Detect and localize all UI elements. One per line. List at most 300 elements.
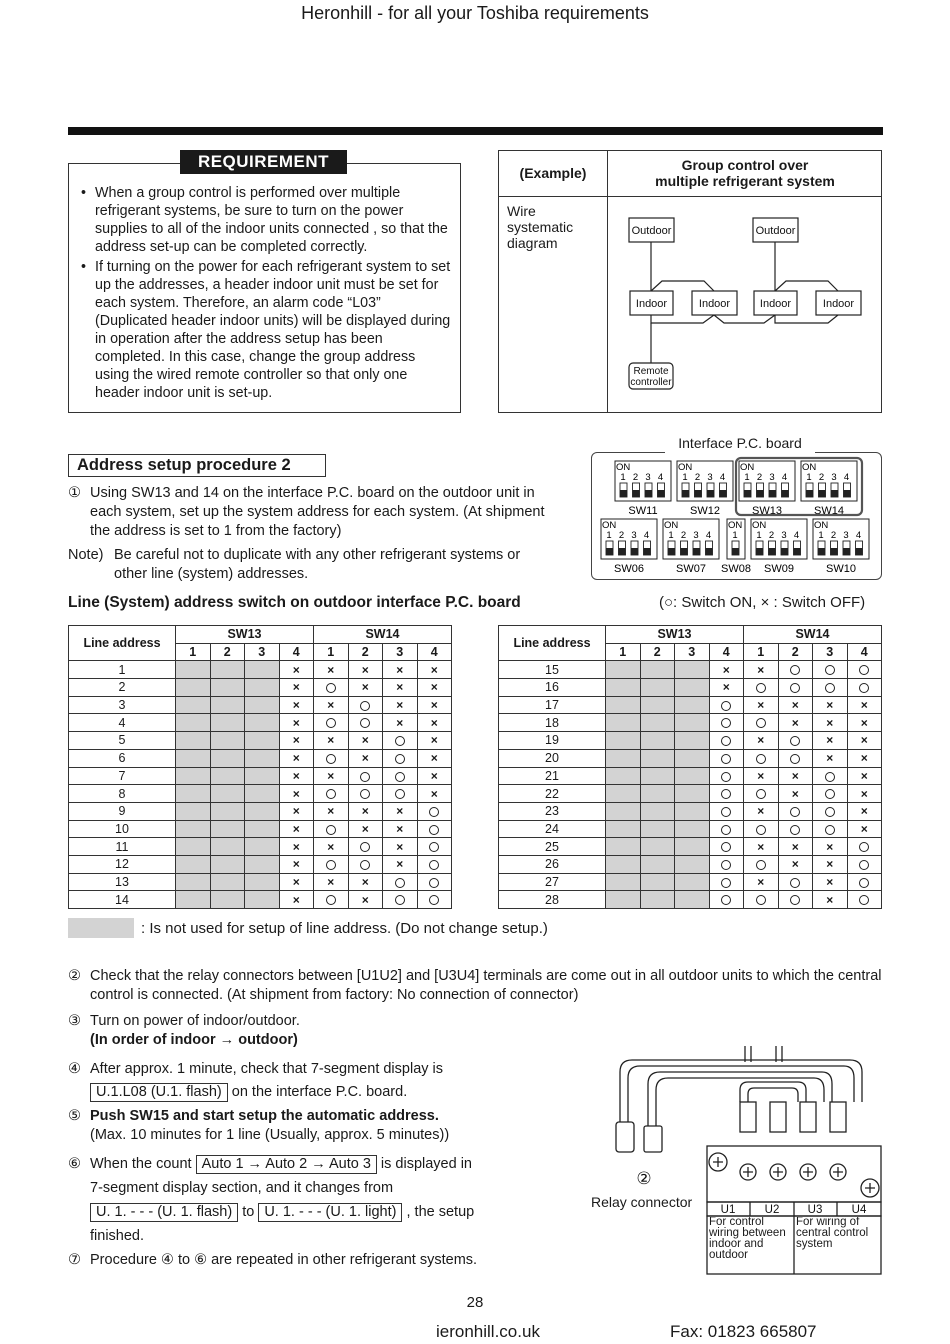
- sw14-bit-cell: [813, 696, 848, 714]
- sw14-bit-cell: [314, 820, 349, 838]
- display-auto-count: Auto 1 → Auto 2 → Auto 3: [196, 1155, 377, 1174]
- line-address-cell: 22: [499, 785, 606, 803]
- switch-on-symbol: [395, 754, 405, 764]
- switch-on-symbol: [360, 701, 370, 711]
- switch-off-symbol: ×: [757, 768, 765, 783]
- switch-on-symbol: [360, 789, 370, 799]
- dip-switch-label: SW09: [764, 563, 794, 575]
- dip-switch-label: SW14: [814, 505, 844, 517]
- sw14-bit-cell: [778, 785, 813, 803]
- switch-off-symbol: ×: [757, 804, 765, 819]
- note-label: Note): [68, 547, 104, 563]
- sw14-bit-cell: [813, 891, 848, 909]
- table-row: [499, 820, 882, 838]
- sw14-bit-cell: [417, 696, 452, 714]
- col-bit: 1: [606, 643, 641, 661]
- dip-toggle-lever: [818, 548, 825, 555]
- sw14-bit-cell: [383, 661, 418, 679]
- switch-on-symbol: [395, 772, 405, 782]
- line-address-cell: 13: [69, 873, 176, 891]
- sw14-bit-cell: [847, 767, 882, 785]
- line-address-cell: 26: [499, 855, 606, 873]
- switch-on-symbol: [721, 718, 731, 728]
- col-bit: 4: [709, 643, 744, 661]
- dip-on-label: ON: [740, 462, 755, 473]
- switch-on-symbol: [859, 878, 869, 888]
- sw14-bit-cell: [813, 785, 848, 803]
- sw13-bit4-cell: [279, 820, 314, 838]
- sw13-bit4-cell: [709, 785, 744, 803]
- line-address-cell: 27: [499, 873, 606, 891]
- table-row: [69, 873, 452, 891]
- indoor-unit-label: Indoor: [759, 298, 792, 310]
- interface-pcb-diagram: [591, 452, 882, 580]
- sw14-bit-cell: [417, 732, 452, 750]
- dip-pin-number: 3: [831, 472, 837, 483]
- dip-pin-number: 1: [606, 530, 612, 541]
- switch-off-symbol: ×: [757, 662, 765, 677]
- dip-toggle-lever: [681, 548, 688, 555]
- dip-pin-number: 4: [793, 530, 800, 541]
- dip-pin-number: 3: [843, 530, 849, 541]
- wiring-diagram: [608, 197, 882, 412]
- relay-connector-label: Relay connector: [591, 1194, 693, 1210]
- requirement-list: [81, 184, 451, 403]
- outdoor-unit-label: Outdoor: [631, 225, 672, 237]
- switch-on-symbol: [429, 825, 439, 835]
- sw14-bit-cell: [383, 820, 418, 838]
- sw14-bit-cell: [383, 767, 418, 785]
- switch-on-symbol: [756, 789, 766, 799]
- dip-pin-number: 2: [632, 472, 639, 483]
- switch-off-symbol: ×: [860, 751, 868, 766]
- table-row: [499, 679, 882, 697]
- switch-on-symbol: [429, 842, 439, 852]
- switch-on-symbol: [825, 807, 835, 817]
- switch-off-symbol: ×: [791, 715, 799, 730]
- switch-on-symbol: [721, 842, 731, 852]
- dip-pin-number: 4: [657, 472, 664, 483]
- table-row: [499, 767, 882, 785]
- sw13-bit4-cell: [709, 696, 744, 714]
- line-address-cell: 15: [499, 661, 606, 679]
- sw13-bit4-cell: [279, 696, 314, 714]
- switch-off-symbol: ×: [430, 698, 438, 713]
- switch-off-symbol: ×: [361, 892, 369, 907]
- sw14-bit-cell: [813, 661, 848, 679]
- remote-controller-label: Remote: [633, 366, 669, 377]
- sw14-bit-cell: [314, 749, 349, 767]
- sw14-bit-cell: [847, 855, 882, 873]
- switch-off-symbol: ×: [860, 698, 868, 713]
- sw14-bit-cell: [314, 732, 349, 750]
- wire-diagram-label: Wire systematic diagram: [507, 203, 574, 251]
- switch-off-symbol: ×: [361, 662, 369, 677]
- table-row: [69, 679, 452, 697]
- switch-off-symbol: ×: [292, 786, 300, 801]
- switch-on-symbol: [825, 789, 835, 799]
- sw14-bit-cell: [813, 802, 848, 820]
- switch-on-symbol: [721, 860, 731, 870]
- switch-off-symbol: ×: [791, 768, 799, 783]
- sw14-bit-cell: [813, 714, 848, 732]
- sw14-bit-cell: [813, 679, 848, 697]
- gray-legend-note: : Is not used for setup of line address. (Do not change setup.): [141, 920, 548, 937]
- example-heading: Group control over multiple refrigerant system: [655, 157, 835, 189]
- dip-pin-number: 1: [682, 472, 688, 483]
- col-bit: 2: [778, 643, 813, 661]
- sw14-bit-cell: [778, 838, 813, 856]
- sw14-bit-cell: [383, 732, 418, 750]
- sw14-bit-cell: [348, 838, 383, 856]
- sw14-bit-cell: [383, 696, 418, 714]
- footer-website: ieronhill.co.uk: [436, 1322, 540, 1341]
- switch-off-symbol: ×: [396, 839, 404, 854]
- switch-on-symbol: [721, 878, 731, 888]
- dip-toggle-lever: [757, 490, 764, 497]
- sw14-bit-cell: [813, 749, 848, 767]
- dip-on-label: ON: [616, 462, 631, 473]
- line-address-cell: 17: [499, 696, 606, 714]
- sw14-bit-cell: [744, 838, 779, 856]
- table-row: [69, 820, 452, 838]
- terminal-label: U4: [851, 1204, 867, 1216]
- switch-off-symbol: ×: [327, 698, 335, 713]
- sw14-bit-cell: [314, 661, 349, 679]
- switch-on-symbol: [825, 825, 835, 835]
- switch-on-symbol: [360, 860, 370, 870]
- sw14-bit-cell: [813, 873, 848, 891]
- sw14-bit-cell: [744, 855, 779, 873]
- sw14-bit-cell: [744, 767, 779, 785]
- dip-pin-number: 2: [618, 530, 625, 541]
- switch-on-symbol: [756, 895, 766, 905]
- table-row: [499, 661, 882, 679]
- line-address-cell: 18: [499, 714, 606, 732]
- table-row: [499, 714, 882, 732]
- dip-toggle-lever: [794, 548, 801, 555]
- dip-toggle-lever: [606, 548, 613, 555]
- pcb-title: Interface P.C. board: [665, 435, 815, 453]
- sw14-bit-cell: [417, 785, 452, 803]
- switch-off-symbol: ×: [292, 804, 300, 819]
- step-6: ⑥ When the count Auto 1 → Auto 2 → Auto 3 is displayed in 7-segment display section, and it changes from U. 1. - - - (U. 1. flash) to U. 1. - - - (U. 1. light) , the setup finished.: [68, 1156, 475, 1244]
- dip-pin-number: 1: [620, 472, 626, 483]
- sw13-bit4-cell: [709, 820, 744, 838]
- footer-fax: Fax: 01823 665807: [670, 1322, 817, 1341]
- switch-on-symbol: [825, 683, 835, 693]
- switch-off-symbol: ×: [292, 821, 300, 836]
- dip-pin-number: 3: [693, 530, 699, 541]
- switch-off-symbol: ×: [430, 662, 438, 677]
- switch-on-symbol: [859, 683, 869, 693]
- switch-off-symbol: ×: [292, 839, 300, 854]
- sw14-bit-cell: [417, 767, 452, 785]
- switch-off-symbol: ×: [327, 839, 335, 854]
- sw14-bit-cell: [417, 820, 452, 838]
- line-address-table-2: [498, 625, 882, 909]
- switch-on-symbol: [360, 842, 370, 852]
- switch-off-symbol: ×: [292, 733, 300, 748]
- step-number: ①: [68, 485, 81, 501]
- sw13-bit4-cell: [709, 714, 744, 732]
- switch-off-symbol: ×: [292, 680, 300, 695]
- sw14-bit-cell: [314, 714, 349, 732]
- col-bit: 1: [744, 643, 779, 661]
- switch-off-symbol: ×: [826, 892, 834, 907]
- sw14-bit-cell: [744, 891, 779, 909]
- dip-toggle-lever: [631, 548, 638, 555]
- sw13-bit4-cell: [709, 661, 744, 679]
- switch-on-symbol: [859, 860, 869, 870]
- switch-off-symbol: ×: [396, 857, 404, 872]
- switch-off-symbol: ×: [361, 733, 369, 748]
- switch-on-symbol: [790, 807, 800, 817]
- switch-off-symbol: ×: [430, 680, 438, 695]
- line-address-cell: 2: [69, 679, 176, 697]
- dip-toggle-lever: [819, 490, 826, 497]
- line-address-cell: 19: [499, 732, 606, 750]
- switch-on-symbol: [790, 736, 800, 746]
- indoor-unit-label: Indoor: [635, 298, 668, 310]
- table-row: [499, 855, 882, 873]
- switch-off-symbol: ×: [430, 733, 438, 748]
- col-bit: 3: [383, 643, 418, 661]
- switch-off-symbol: ×: [327, 662, 335, 677]
- switch-on-symbol: [790, 895, 800, 905]
- sw14-bit-cell: [778, 802, 813, 820]
- dip-pin-number: 2: [818, 472, 825, 483]
- sw14-bit-cell: [744, 714, 779, 732]
- dip-toggle-lever: [769, 490, 776, 497]
- sw14-bit-cell: [778, 767, 813, 785]
- col-bit: 4: [417, 643, 452, 661]
- table-row: [499, 802, 882, 820]
- dip-toggle-lever: [831, 490, 838, 497]
- dip-toggle-lever: [668, 548, 675, 555]
- switch-off-symbol: ×: [791, 786, 799, 801]
- switch-off-symbol: ×: [396, 662, 404, 677]
- control-wiring-note: For control wiring between indoor and outdoor: [709, 1217, 786, 1261]
- requirement-bullet: • When a group control is performed over multiple refrigerant systems, be sure to turn on the power supplies to all of the indoor units connected , so that the address set-up can be completed correctly.: [81, 184, 451, 256]
- line-address-cell: 21: [499, 767, 606, 785]
- dip-switch-label: SW08: [721, 563, 751, 575]
- sw13-bit4-cell: [279, 679, 314, 697]
- col-bit: 1: [176, 643, 211, 661]
- sw14-bit-cell: [314, 785, 349, 803]
- switch-off-symbol: ×: [791, 839, 799, 854]
- switch-on-symbol: [429, 878, 439, 888]
- table-row: [69, 838, 452, 856]
- switch-off-symbol: ×: [361, 751, 369, 766]
- switch-off-symbol: ×: [396, 680, 404, 695]
- switch-on-symbol: [859, 665, 869, 675]
- switch-off-symbol: ×: [860, 821, 868, 836]
- dip-toggle-lever: [806, 490, 813, 497]
- col-sw13: SW13: [176, 626, 314, 644]
- switch-off-symbol: ×: [361, 680, 369, 695]
- switch-on-symbol: [721, 772, 731, 782]
- sw14-bit-cell: [417, 891, 452, 909]
- sw13-bit4-cell: [709, 749, 744, 767]
- dip-pin-number: 4: [781, 472, 788, 483]
- dip-toggle-lever: [682, 490, 689, 497]
- sw13-bit4-cell: [279, 785, 314, 803]
- switch-off-symbol: ×: [396, 804, 404, 819]
- table-row: [69, 767, 452, 785]
- dip-toggle-lever: [620, 490, 627, 497]
- sw14-bit-cell: [847, 696, 882, 714]
- sw13-bit4-cell: [279, 802, 314, 820]
- terminal-label: U3: [807, 1204, 823, 1216]
- switch-off-symbol: ×: [757, 839, 765, 854]
- switch-on-symbol: [395, 789, 405, 799]
- dip-toggle-lever: [844, 490, 851, 497]
- dip-pin-number: 2: [694, 472, 701, 483]
- sw14-bit-cell: [314, 873, 349, 891]
- sw14-bit-cell: [744, 661, 779, 679]
- switch-off-symbol: ×: [327, 874, 335, 889]
- col-bit: 2: [640, 643, 675, 661]
- switch-on-symbol: [326, 683, 336, 693]
- sw13-bit4-cell: [279, 767, 314, 785]
- line-address-cell: 5: [69, 732, 176, 750]
- col-bit: 2: [210, 643, 245, 661]
- line-address-cell: 28: [499, 891, 606, 909]
- switch-off-symbol: ×: [791, 857, 799, 872]
- indoor-unit-label: Indoor: [698, 298, 731, 310]
- table-row: [69, 732, 452, 750]
- dip-toggle-lever: [782, 490, 789, 497]
- table-row: [69, 785, 452, 803]
- switch-off-symbol: ×: [361, 874, 369, 889]
- switch-off-symbol: ×: [860, 768, 868, 783]
- switch-off-symbol: ×: [757, 698, 765, 713]
- sw14-bit-cell: [744, 873, 779, 891]
- sw14-bit-cell: [383, 679, 418, 697]
- switch-off-symbol: ×: [757, 874, 765, 889]
- switch-off-symbol: ×: [396, 698, 404, 713]
- table-row: [499, 696, 882, 714]
- dip-switch-label: SW12: [690, 505, 720, 517]
- sw14-bit-cell: [417, 749, 452, 767]
- switch-off-symbol: ×: [292, 768, 300, 783]
- switch-off-symbol: ×: [430, 786, 438, 801]
- dip-pin-number: 1: [818, 530, 824, 541]
- dip-toggle-lever: [744, 490, 751, 497]
- dip-switch-label: SW06: [614, 563, 644, 575]
- sw14-bit-cell: [847, 785, 882, 803]
- dip-pin-number: 3: [769, 472, 775, 483]
- sw14-bit-cell: [744, 732, 779, 750]
- dip-toggle-lever: [644, 548, 651, 555]
- line-address-table-1: [68, 625, 452, 909]
- line-address-cell: 16: [499, 679, 606, 697]
- switch-off-symbol: ×: [722, 680, 730, 695]
- switch-on-symbol: [395, 878, 405, 888]
- sw14-bit-cell: [778, 820, 813, 838]
- sw14-bit-cell: [348, 891, 383, 909]
- switch-on-symbol: [326, 718, 336, 728]
- sw13-bit4-cell: [709, 802, 744, 820]
- line-address-cell: 10: [69, 820, 176, 838]
- sw13-bit4-cell: [279, 661, 314, 679]
- sw14-bit-cell: [348, 785, 383, 803]
- sw13-bit4-cell: [279, 838, 314, 856]
- sw14-bit-cell: [348, 696, 383, 714]
- col-bit: 3: [813, 643, 848, 661]
- line-address-cell: 7: [69, 767, 176, 785]
- note-text: Be careful not to duplicate with any other refrigerant systems or other line (system) addresses.: [114, 547, 521, 582]
- sw14-bit-cell: [314, 838, 349, 856]
- step-3: ③ Turn on power of indoor/outdoor. (In order of indoor → outdoor): [68, 1013, 300, 1048]
- switch-on-symbol: [756, 825, 766, 835]
- sw14-bit-cell: [778, 749, 813, 767]
- sw14-bit-cell: [847, 820, 882, 838]
- switch-on-symbol: [429, 860, 439, 870]
- switch-on-symbol: [721, 736, 731, 746]
- switch-on-symbol: [326, 825, 336, 835]
- switch-on-symbol: [825, 772, 835, 782]
- sw13-bit4-cell: [709, 873, 744, 891]
- sw14-bit-cell: [314, 891, 349, 909]
- switch-on-symbol: [721, 825, 731, 835]
- page-number: 28: [466, 1294, 484, 1311]
- switch-on-symbol: [859, 842, 869, 852]
- sw14-bit-cell: [847, 891, 882, 909]
- sw13-bit4-cell: [279, 873, 314, 891]
- sw14-bit-cell: [847, 873, 882, 891]
- sw14-bit-cell: [744, 679, 779, 697]
- switch-off-symbol: ×: [722, 662, 730, 677]
- switch-legend: (○: Switch ON, × : Switch OFF): [659, 594, 866, 611]
- sw14-bit-cell: [744, 820, 779, 838]
- sw14-bit-cell: [813, 767, 848, 785]
- switch-off-symbol: ×: [757, 733, 765, 748]
- col-bit: 3: [245, 643, 280, 661]
- switch-off-symbol: ×: [292, 751, 300, 766]
- top-divider: [68, 127, 883, 135]
- relay-connector-diagram: [600, 1042, 890, 1282]
- line-address-cell: 9: [69, 802, 176, 820]
- dip-on-label: ON: [752, 520, 767, 531]
- switch-off-symbol: ×: [327, 768, 335, 783]
- dip-switch-label: SW11: [628, 505, 658, 517]
- sw13-bit4-cell: [279, 749, 314, 767]
- switch-off-symbol: ×: [826, 715, 834, 730]
- display-light: U. 1. - - - (U. 1. light): [258, 1203, 402, 1222]
- sw14-bit-cell: [383, 749, 418, 767]
- line-address-cell: 1: [69, 661, 176, 679]
- dip-pin-number: 3: [645, 472, 651, 483]
- switch-on-symbol: [721, 701, 731, 711]
- line-address-cell: 8: [69, 785, 176, 803]
- switch-on-symbol: [721, 895, 731, 905]
- col-bit: 1: [314, 643, 349, 661]
- requirement-box: [68, 163, 461, 413]
- switch-on-symbol: [756, 718, 766, 728]
- sw14-bit-cell: [847, 732, 882, 750]
- switch-off-symbol: ×: [292, 857, 300, 872]
- switch-off-symbol: ×: [860, 786, 868, 801]
- dip-toggle-lever: [843, 548, 850, 555]
- sw14-bit-cell: [813, 838, 848, 856]
- switch-on-symbol: [790, 878, 800, 888]
- switch-off-symbol: ×: [860, 804, 868, 819]
- dip-switch-label: SW07: [676, 563, 706, 575]
- sw13-bit4-cell: [709, 855, 744, 873]
- switch-on-symbol: [326, 860, 336, 870]
